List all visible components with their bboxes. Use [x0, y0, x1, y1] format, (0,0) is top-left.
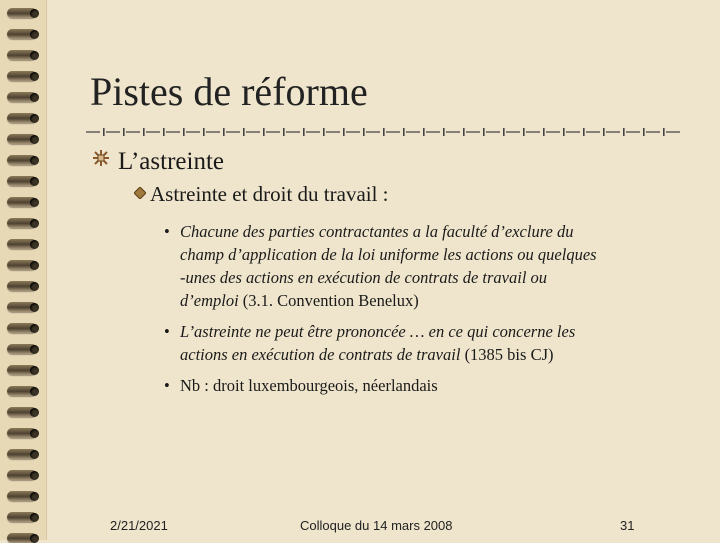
slide-title: Pistes de réforme: [90, 69, 368, 114]
binding-hole: [30, 9, 39, 18]
level2-text: Astreinte et droit du travail :: [150, 182, 389, 206]
binding-hole: [30, 51, 39, 60]
binding-hole: [30, 345, 39, 354]
binding-hole: [30, 177, 39, 186]
page-number: 31: [620, 518, 635, 533]
level2-bullet: [134, 180, 389, 207]
bullet-reference: (1385 bis CJ): [464, 345, 554, 364]
cross-bullet-icon: [92, 146, 110, 164]
binding-hole: [30, 450, 39, 459]
binding-hole: [30, 513, 39, 522]
binding-hole: [30, 156, 39, 165]
bullet-italic-line: -unes des actions en exécution de contrats de travail ou: [180, 268, 548, 287]
diamond-bullet-icon: [134, 180, 146, 192]
title-divider: [86, 126, 682, 138]
bullet-italic-line: L’astreinte ne peut être prononcée … en ce qui concerne les: [180, 322, 576, 341]
bullet-reference: (3.1. Convention Benelux): [242, 291, 419, 310]
footer-center: Colloque du 14 mars 2008: [300, 518, 453, 533]
binding-hole: [30, 30, 39, 39]
bullet-italic-line: Chacune des parties contractantes a la faculté d’exclure du: [180, 222, 574, 241]
bullet-italic-line: champ d’application de la loi uniforme les actions ou quelques: [180, 245, 597, 264]
binding-hole: [30, 114, 39, 123]
binding-hole: [30, 471, 39, 480]
binding-hole: [30, 135, 39, 144]
bullet-marker: •: [164, 322, 170, 341]
binding-hole: [30, 387, 39, 396]
bullet-item: [164, 220, 684, 312]
binding-hole: [30, 282, 39, 291]
bullet-italic-line: d’emploi: [180, 291, 239, 310]
binding-hole: [30, 240, 39, 249]
bullet-marker: •: [164, 222, 170, 241]
level1-bullet: [92, 146, 224, 176]
binding-hole: [30, 492, 39, 501]
binding-hole: [30, 93, 39, 102]
bullet-marker: •: [164, 376, 170, 395]
binding-hole: [30, 408, 39, 417]
binding-hole: [30, 219, 39, 228]
spiral-binding: [0, 0, 47, 540]
binding-hole: [30, 366, 39, 375]
level1-text: L’astreinte: [118, 148, 224, 175]
binding-hole: [30, 303, 39, 312]
binding-hole: [30, 198, 39, 207]
bullet-text: Nb : droit luxembourgeois, néerlandais: [180, 376, 438, 395]
bullet-italic-line: actions en exécution de contrats de travail: [180, 345, 461, 364]
binding-hole: [30, 72, 39, 81]
binding-hole: [30, 324, 39, 333]
binding-hole: [30, 534, 39, 543]
binding-hole: [30, 261, 39, 270]
footer-date: 2/21/2021: [110, 518, 168, 533]
bullet-item: [164, 320, 684, 366]
bullet-item: [164, 374, 684, 397]
binding-hole: [30, 429, 39, 438]
